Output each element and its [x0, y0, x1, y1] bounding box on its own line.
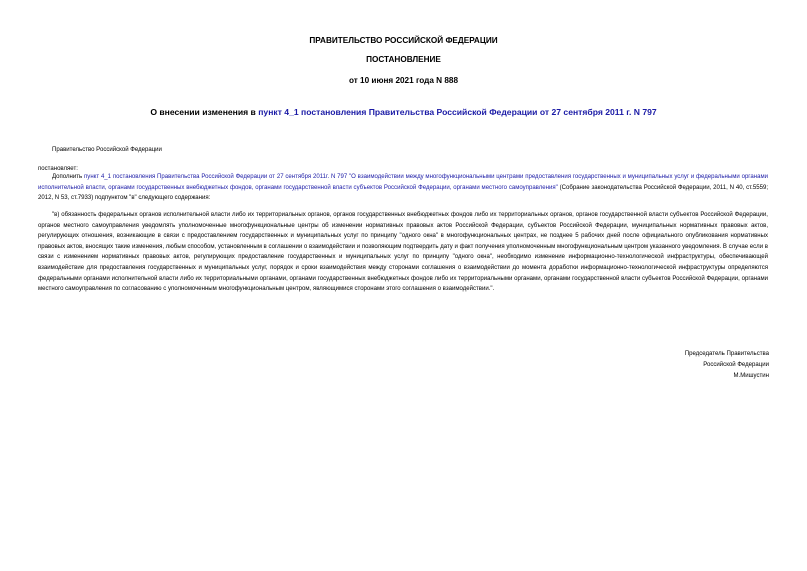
- title-link[interactable]: пункт 4_1 постановления Правительства Российской Федерации от 27 сентября 2011 г. N 797: [258, 107, 657, 117]
- document-title: [0, 107, 807, 117]
- title-prefix: О внесении изменения в: [150, 107, 259, 117]
- signature-position-line2: Российской Федерации: [703, 362, 769, 368]
- document-type-heading: ПОСТАНОВЛЕНИЕ: [366, 55, 441, 64]
- government-line: Правительство Российской Федерации: [52, 147, 162, 153]
- signature-name: М.Мишустин: [733, 373, 769, 379]
- quoted-subparagraph: "в) обязанность федеральных органов исполнительной власти либо их территориальных органов, органов государственных внебюджетных фондов либо их территориальных органов, органов государственной власти субъектов Российской Федерации, органов местного самоуправления уведомлять уполномоченные многофункциональные центры об изменении нормативных правовых актов Российской Федерации, субъектов Российской Федерации, муниципальных нормативных правовых актов, регулирующих отношения, возникающие в связи с предоставлением государственных и муниципальных услуг по принципу "одного окна" в многофункциональных центрах, не позднее 5 рабочих дней после официального опубликования нормативных правовых актов, вносящих такие изменения, любым способом, установленным в соглашении о взаимодействии и позволяющим подтвердить дату и факт получения уполномоченным многофункциональным центром указанного уведомления. В случае если в связи с изменением нормативных правовых актов, регулирующих предоставление государственных и муниципальных услуг по принципу "одного окна", необходимо изменение информационно-технологической инфраструктуры, обеспечивающей взаимодействие для предоставления государственных и муниципальных услуг, порядок и сроки взаимодействия между сторонами соглашения о взаимодействии до момента доработки информационно-технологической инфраструктуры определяются федеральными органами исполнительной власти либо их территориальными органами, органами государственных внебюджетных фондов либо их территориальными органами, органами государственной власти субъектов Российской Федерации, органами местного самоуправления по согласованию с уполномоченным многофункциональным центром, являющимися сторонами этого соглашения о взаимодействии.".: [38, 212, 768, 293]
- issuer-heading: ПРАВИТЕЛЬСТВО РОССИЙСКОЙ ФЕДЕРАЦИИ: [309, 36, 498, 45]
- amendment-paragraph: [38, 172, 768, 204]
- amendment-prefix: Дополнить: [52, 174, 85, 180]
- signature-position: Председатель Правительства: [684, 351, 769, 357]
- document-date-heading: от 10 июня 2021 года N 888: [348, 76, 459, 85]
- amendment-suffix: (Собрание законодательства Российской Федерации, 2011, N 40, ст.5559; 2012, N 53, ст.7933) подпунктом "в" следующего содержания:: [38, 184, 768, 202]
- decree-word: постановляет:: [38, 166, 78, 172]
- amendment-link[interactable]: пункт 4_1 постановления Правительства Российской Федерации от 27 сентября 2011г. N 797 "О взаимодействии между многофункциональными центрами предоставления государственных и муниципальных услуг и федеральными органами исполнительной власти, органами государственных внебюджетных фондов, органами государственной власти субъектов Российской Федерации, органами местного самоуправления": [38, 174, 768, 191]
